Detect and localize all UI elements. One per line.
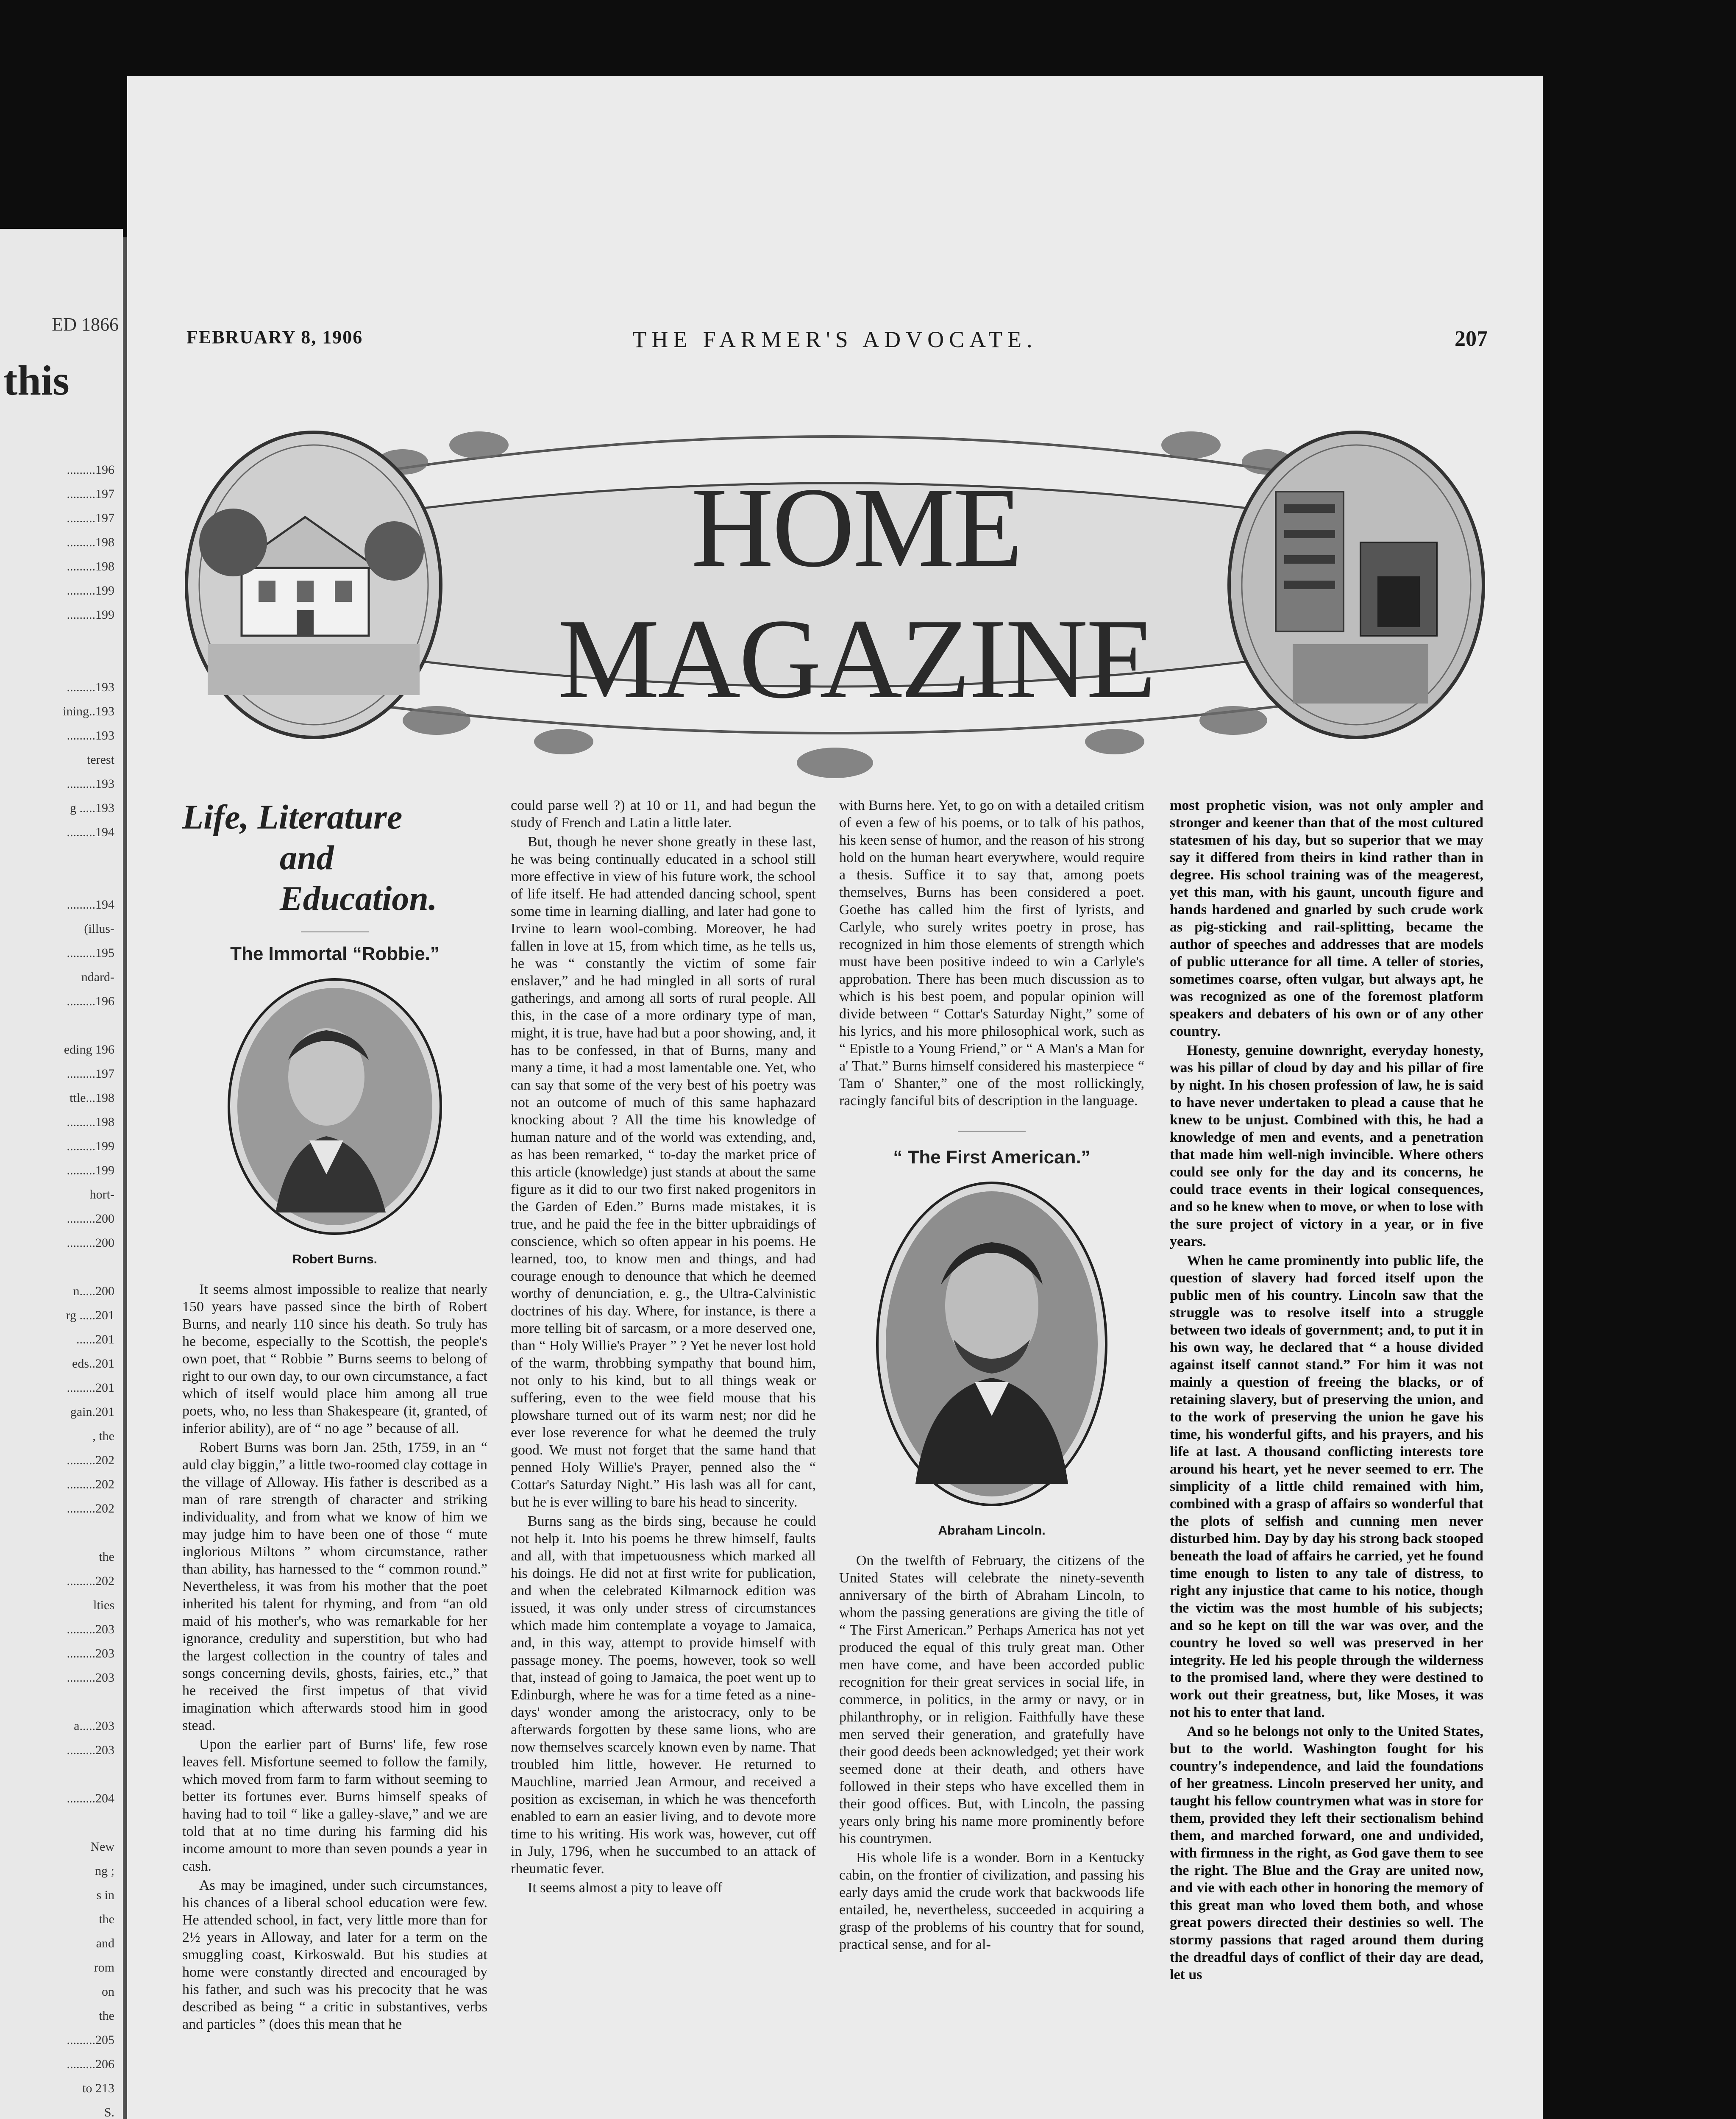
left-page-strip: [0, 229, 123, 2119]
left-page-index-line: .........199: [67, 1163, 114, 1177]
column-4: [1170, 797, 1483, 1983]
left-page-header: ED 1866: [52, 314, 119, 335]
robert-burns-portrait-image: [225, 975, 445, 1238]
paragraph: As may be imagined, under such circumstances, his chances of a liberal school education were few. He attended school, in fact, very little more than for 2½ years in Alloway, and later for a term on the smuggling coast, Kirkoswald. But his studies at home were constantly directed and encouraged by his father, and such was his precocity that he was described as being “ a critic in substantives, verbs and particles ” (does this mean that he: [182, 1877, 487, 2032]
left-page-index-line: (illus-: [84, 922, 114, 936]
left-page-index-line: ttle...198: [70, 1091, 114, 1105]
left-page-index-line: ndard-: [81, 970, 114, 984]
left-page-index-line: .........198: [67, 1115, 114, 1129]
left-page-index-line: n.....200: [73, 1284, 114, 1298]
left-page-index-lines: [0, 458, 114, 2119]
left-page-index-line: eds..201: [72, 1357, 114, 1371]
lincoln-portrait: [839, 1179, 1144, 1513]
left-page-index-line: S.: [104, 2105, 114, 2119]
left-page-index-line: .........199: [67, 1139, 114, 1153]
paragraph: most prophetic vision, was not only ampler and stronger and keener than that of the most cultured statesmen of his day, but so superior that we may say it differed from theirs in kind rather than in degree. His school training was of the meagerest, yet this man, with his gaunt, uncouth figure and hands hardened and gnarled by such crude work as pig-sticking and rail-splitting, became the author of speeches and addresses that are models of public utterance for all time. A teller of stories, sometimes coarse, often vulgar, but always apt, he was recognized as one of the foremost platform speakers and debaters of his own or of any other country.: [1170, 798, 1483, 1039]
left-page-index-line: gain.201: [70, 1405, 114, 1419]
left-page-index-line: .........205: [67, 2033, 114, 2047]
left-page-index-line: [0, 1690, 114, 1714]
left-page-index-line: hort-: [89, 1187, 114, 1201]
left-page-index-line: on: [102, 1985, 114, 1999]
publication-title: THE FARMER'S ADVOCATE.: [632, 327, 1038, 352]
paragraph: It seems almost impossible to realize that nearly 150 years have passed since the birth of Robert Burns, and nearly 110 since his death. So truly has he become, especially to the Scottish, the people's own poet, that “ Robbie ” Burns seems to belong of right to our own day, to our own circumstance, a fact which of itself would place him among all true poets, who, no less than Shakespeare (it, granted, of inferior ability), are of “ no age ” because of all.: [182, 1282, 487, 1436]
left-page-index-line: terest: [87, 753, 114, 767]
left-page-index-line: .........197: [67, 511, 114, 525]
left-page-index-line: and: [96, 1936, 114, 1950]
paragraph: with Burns here. Yet, to go on with a detailed critism of even a few of his poems, or to talk of his pathos, his keen sense of humor, and the reason of his strong hold on the human heart everywhere, would require a thesis. Suffice it to say that, among poets themselves, Burns has been considered a poet. Goethe has called him the first of lyrists, and Carlyle, who surely writes poetry in prose, has recognized in him those elements of strength which must have been positive indeed to win a Carlyle's approbation. There has been much discussion as to which is his best poem, and popular opinion will divide between “ Cottar's Saturday Night,” some of his lyrics, and his more philosophical work, such as “ Epistle to a Young Friend,” or “ A Man's a Man for a' That.” Burns himself considered his masterpiece “ Tam o' Shanter,” one of the most rollickingly, racingly fanciful bits of description in the language.: [839, 798, 1144, 1109]
left-page-index-line: [0, 868, 114, 893]
left-page-index-line: .........203: [67, 1743, 114, 1757]
paragraph: On the twelfth of February, the citizens of the United States will celebrate the ninety-seventh anniversary of the birth of Abraham Lincoln, to whom the passing generations are giving the title of “ The First American.” Perhaps America has not yet produced the equal of this truly great man. Other men have come, and have been accorded public recognition for their great services in social life, in commerce, in politics, in the army or navy, or in philanthrophy, or in religion. Faithfully have these men served their generation, and gratefully have their good deeds been acknowledged; yet their work seemed done at their death, and others have followed in their steps who have excelled them in their good offices. But, with Lincoln, the passing years only bring his name more prominently before his countrymen.: [839, 1553, 1144, 1846]
left-page-index-line: .........193: [67, 777, 114, 791]
left-page-index-line: .........193: [67, 729, 114, 742]
left-page-index-line: .........200: [67, 1212, 114, 1226]
left-page-index-line: .........201: [67, 1381, 114, 1395]
left-page-index-line: .........194: [67, 898, 114, 912]
left-page-index-line: [0, 627, 114, 651]
left-page-index-line: .........199: [67, 584, 114, 598]
left-page-index-line: .........203: [67, 1646, 114, 1660]
left-page-index-line: .........195: [67, 946, 114, 960]
left-page-index-line: .........198: [67, 535, 114, 549]
left-page-index-line: rom: [94, 1960, 114, 1974]
column-1: [182, 797, 487, 2033]
issue-date: FEBRUARY 8, 1906: [186, 327, 363, 348]
section-heading-line-2: and Education.: [280, 838, 437, 918]
paragraph: could parse well ?) at 10 or 11, and had begun the study of French and Latin a little later.: [511, 798, 816, 831]
paragraph: Burns sang as the birds sing, because he could not help it. Into his poems he threw himself, faults and all, with that impetuousness which marked all his doings. He did not at first write for publication, and when the celebrated Kilmarnock edition was issued, it was only under stress of circumstances which made him contemplate a voyage to Jamaica, and, in this way, attempt to provide himself with passage money. The poems, however, took so well that, instead of going to Jamaica, the poet went up to Edinburgh, where he was for a time feted as a nine-days' wonder among the aristocracy, only to be afterwards forgotten by these same lions, who are now themselves scarcely known even by name. That troubled him little, however. He returned to Mauchline, married Jean Armour, and received a position as exciseman, in which he was thenceforth enabled to earn an easier living, and to devote more time to his writing. His work was, however, cut off in July, 1796, when he succumbed to an attack of rheumatic fever.: [511, 1513, 816, 1877]
article-title-burns: The Immortal “Robbie.”: [230, 943, 440, 964]
left-page-index-line: .........202: [67, 1502, 114, 1516]
left-page-index-line: lties: [93, 1598, 114, 1612]
left-page-index-line: .........198: [67, 559, 114, 573]
left-page-index-line: [0, 1013, 114, 1037]
left-page-index-line: ining..193: [63, 704, 114, 718]
left-page-index-line: the: [99, 1912, 114, 1926]
left-page-index-line: [0, 1521, 114, 1545]
left-page-index-line: .........202: [67, 1477, 114, 1491]
left-page-index-line: eding 196: [64, 1043, 114, 1057]
paragraph: Robert Burns was born Jan. 25th, 1759, in an “ auld clay biggin,” a little two-roomed clay cottage in the village of Alloway. His father is described as a man of rare strength of character and striking individuality, and from what we know of him we may judge him to have been one of those “ mute inglorious Miltons ” whom circumstance, rather than ability, has harnessed to the “ common round.” Nevertheless, it was from his mother that the poet inherited his talent for rhyming, and from “an old maid of his mother's, who was remarkable for her ignorance, credulity and superstition, but who had the largest collection in the country of tales and songs concerning devils, ghosts, fairies, etc.,” that he received the first impetus of that vivid imagination which afterwards stood him in good stead.: [182, 1440, 487, 1733]
left-page-index-line: [0, 844, 114, 868]
burns-portrait: [182, 975, 487, 1242]
left-page-index-line: ng ;: [95, 1864, 114, 1878]
paragraph: It seems almost a pity to leave off: [528, 1880, 723, 1896]
abraham-lincoln-portrait-image: [873, 1179, 1110, 1509]
left-page-title-fragment: this: [3, 357, 70, 404]
left-page-index-line: [0, 1762, 114, 1786]
left-page-index-line: New: [90, 1840, 114, 1854]
section-heading-line-1: Life, Literature: [182, 798, 403, 836]
left-page-index-line: a.....203: [74, 1719, 114, 1733]
left-page-index-line: , the: [92, 1429, 114, 1443]
left-page-index-line: .........203: [67, 1622, 114, 1636]
left-page-index-line: .........202: [67, 1453, 114, 1467]
left-page-index-line: .........206: [67, 2057, 114, 2071]
left-page-index-line: s in: [96, 1888, 114, 1902]
left-page-index-line: g .....193: [70, 801, 114, 815]
left-page-index-line: .........202: [67, 1574, 114, 1588]
left-page-index-line: .........197: [67, 1067, 114, 1081]
page-number: 207: [1455, 327, 1488, 351]
left-page-index-line: the: [99, 2009, 114, 2023]
left-page-index-line: .........204: [67, 1791, 114, 1805]
column-2: [511, 797, 816, 1897]
column-3: [839, 797, 1144, 1953]
left-page-index-line: .........200: [67, 1236, 114, 1250]
article-title-lincoln: “ The First American.”: [893, 1147, 1091, 1168]
left-page-index-line: .........194: [67, 825, 114, 839]
left-page-index-line: .........197: [67, 487, 114, 501]
paragraph: But, though he never shone greatly in these last, he was being continually educated in a school still more effective in view of his future work, the school of life itself. He had attended dancing school, spent some time in learning dialling, and later had gone to Irvine to learn wool-combing. Moreover, he had fallen in love at 15, from which time, as he tells us, he was “ constantly the victim of some fair enslaver,” and he had mingled in all sorts of rural gatherings, and among all sorts of rural people. All this, in the case of a more ordinary type of man, might, it is true, have had but a poor showing, and, it has to be confessed, in that of Burns, many and many a time, it had a most lamentable one. Yet, who can say that some of the very best of his poetry was not an outcome of much of this same haphazard knocking about ? All the time his knowledge of human nature and of the world was extending, and, as has been remarked, “ to-day the market price of this article (knowledge) just stands at about the same figure as it did to our two first naked progenitors in the Garden of Eden.” Burns made mistakes, it is true, and he paid the fee in the bitter upbraidings of conscience, which so often appear in his poems. He learned, too, to know men and things, and had courage enough to denounce that which he deemed worthy of denunciation, e. g., the Ultra-Calvinistic doctrines of his day. Where, for instance, is there a more telling bit of sarcasm, or a more deserved one, than “ Holy Willie's Prayer ” ? Yet he never lost hold of the warm, throbbing sympathy that bound him, not only to his kind, but to all things weak or suffering, even to the wee field mouse that his plowshare turned out of its warm nest; nor did he ever lose reverence for what he deemed the truly good. We must not forget that the same hand that penned Holy Willie's Prayer, penned also the “ Cottar's Saturday Night.” His lash was all for cant, but he is ever willing to bare his head to sincerity.: [511, 834, 816, 1510]
left-page-index-line: rg .....201: [66, 1308, 114, 1322]
left-page-index-line: [0, 651, 114, 675]
home-magazine-title: HOME MAGAZINE: [558, 464, 1155, 722]
paragraph: When he came prominently into public life, the question of slavery had forced itself upon the public men of his country. Lincoln saw that the struggle was to resolve itself into a struggle between two ideals of government; and, to put it in his own way, he declared that “ a house divided against itself cannot stand.” For him it was not mainly a question of freeing the blacks, or of retaining slavery, but of preserving the union, and to the work of preserving the union he gave his time, his wonderful gifts, and his prayers, and his life at last. A thousand conflicting interests tore around his heart, yet he never seemed to err. The simplicity of a little child remained with him, combined with a grasp of affairs so wonderful that the plots of selfish and cunning men never disturbed him. Day by day his strong back stooped beneath the load of affairs he carried, yet he found time enough to listen to any tale of distress, to right any injustice that came to his notice, though the victim was the most humble of his subjects; and so he kept on till the war was over, and the country he loved so well was preserved in her integrity. He led his people through the wilderness to the promised land, where they were destined to work out their greatness, but, like Moses, it was not his to enter that land.: [1170, 1253, 1483, 1720]
home-magazine-banner: [182, 381, 1488, 797]
left-page-index-line: the: [99, 1550, 114, 1564]
left-page-index-line: ......201: [76, 1332, 114, 1346]
left-page-index-line: .........196: [67, 994, 114, 1008]
paragraph: And so he belongs not only to the United States, but to the world. Washington fought for his country's independence, and laid the foundations of her greatness. Lincoln preserved her unity, and taught his fellow countrymen what was in store for them, provided they left their sectionalism behind them, and marched forward, one and undivided, with firmness in the right, as God gave them to see the right. The Blue and the Gray are united now, and vie with each other in honoring the memory of this great man who loved them both, and whose great powers directed their destinies so well. The stormy passions that raged around them during the dreadful days of conflict of their day are dead, let us: [1170, 1724, 1483, 1983]
left-page-index-line: .........193: [67, 680, 114, 694]
burns-caption: Robert Burns.: [292, 1252, 377, 1266]
lincoln-caption: Abraham Lincoln.: [938, 1524, 1046, 1538]
left-page-index-line: .........196: [67, 463, 114, 477]
paragraph: Upon the earlier part of Burns' life, few rose leaves fell. Misfortune seemed to follow the family, which moved from farm to farm without seeming to better its fortunes ever. Burns himself speaks of having had to toil “ like a galley-slave,” and we are told that at no time during his farming did his income amount to more than seven pounds a year in cash.: [182, 1737, 487, 1874]
left-page-index-line: [0, 1810, 114, 1835]
left-page-index-line: to 213: [82, 2081, 114, 2095]
divider: [958, 1131, 1026, 1132]
left-page-index-line: .........203: [67, 1671, 114, 1685]
magazine-page: [127, 76, 1543, 2119]
running-header: [127, 326, 1543, 364]
paragraph: His whole life is a wonder. Born in a Kentucky cabin, on the frontier of civilization, and passing his early days amid the crude work that backwoods life entailed, he, nevertheless, succeeded in acquiring a grasp of the problems of his country that for sound, practical sense, and for al-: [839, 1850, 1144, 1952]
section-heading: [182, 797, 487, 919]
paragraph: Honesty, genuine downright, everyday honesty, was his pillar of cloud by day and his pillar of fire by night. In his chosen profession of law, he is said to have never undertaken to plead a cause that he knew to be unjust. Combined with this, he had a knowledge of men and events, and a penetration that made him well-nigh invincible. Where others could see only for the day and its concerns, he could trace events in their logical consequences, and so he knew when to move, or when to lose with the sure project of victory in a year, or in five years.: [1170, 1043, 1483, 1249]
left-page-index-line: [0, 1255, 114, 1279]
left-page-index-line: .........199: [67, 608, 114, 622]
